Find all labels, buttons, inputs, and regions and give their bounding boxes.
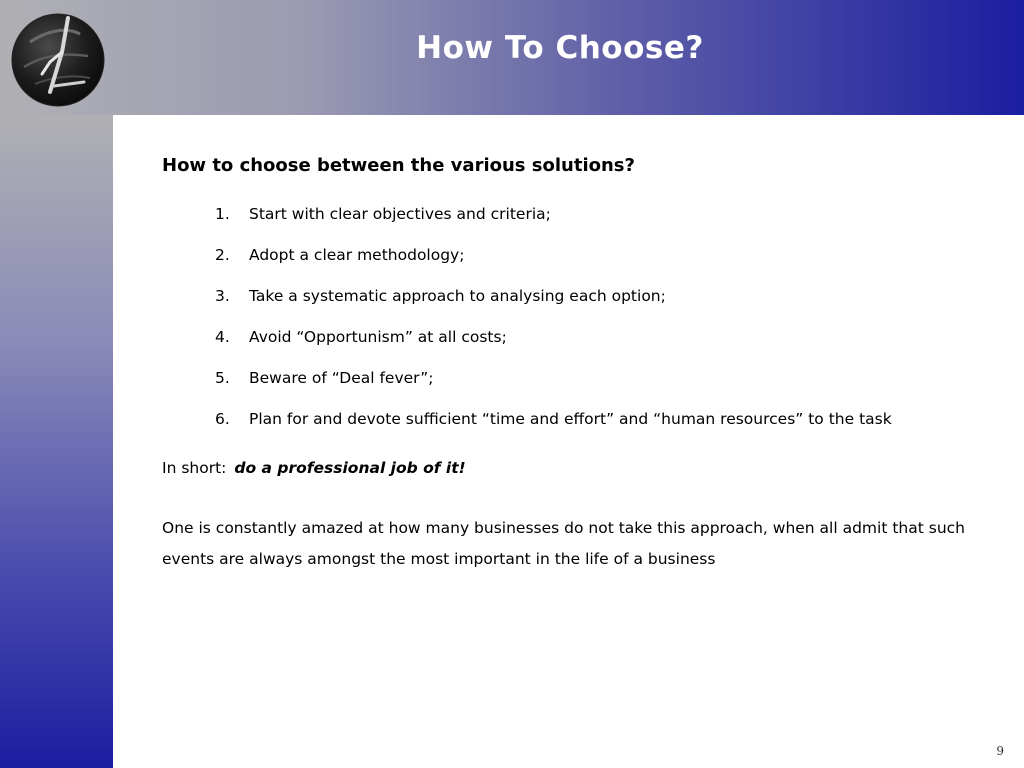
- step-number: 6.: [215, 410, 230, 428]
- list-item: [215, 246, 892, 287]
- step-text: Start with clear objectives and criteria;: [249, 205, 551, 223]
- step-number: 3.: [215, 287, 230, 305]
- step-number: 4.: [215, 328, 230, 346]
- summary-emphasis: do a professional job of it!: [234, 459, 466, 477]
- closing-paragraph: One is constantly amazed at how many businesses do not take this approach, when all admit that such events are always amongst the most important in the life of a business: [162, 519, 965, 568]
- step-text: Avoid “Opportunism” at all costs;: [249, 328, 507, 346]
- list-item: [215, 328, 892, 369]
- list-item: [215, 287, 892, 328]
- step-number: 5.: [215, 369, 230, 387]
- step-text: Beware of “Deal fever”;: [249, 369, 434, 387]
- list-item: [215, 410, 892, 451]
- summary-label: In short:: [162, 459, 227, 477]
- page-number: 9: [996, 744, 1004, 758]
- step-text: Take a systematic approach to analysing each option;: [249, 287, 666, 305]
- list-item: [215, 205, 892, 246]
- list-item: [215, 369, 892, 410]
- step-text: Adopt a clear methodology;: [249, 246, 465, 264]
- step-text: Plan for and devote sufficient “time and effort” and “human resources” to the task: [249, 410, 892, 428]
- summary-line: [162, 459, 466, 477]
- side-band: [0, 115, 113, 768]
- slide-title: How To Choose?: [416, 30, 704, 66]
- step-number: 1.: [215, 205, 230, 223]
- steps-list: [215, 205, 892, 451]
- step-number: 2.: [215, 246, 230, 264]
- section-heading: How to choose between the various solutions?: [162, 155, 635, 176]
